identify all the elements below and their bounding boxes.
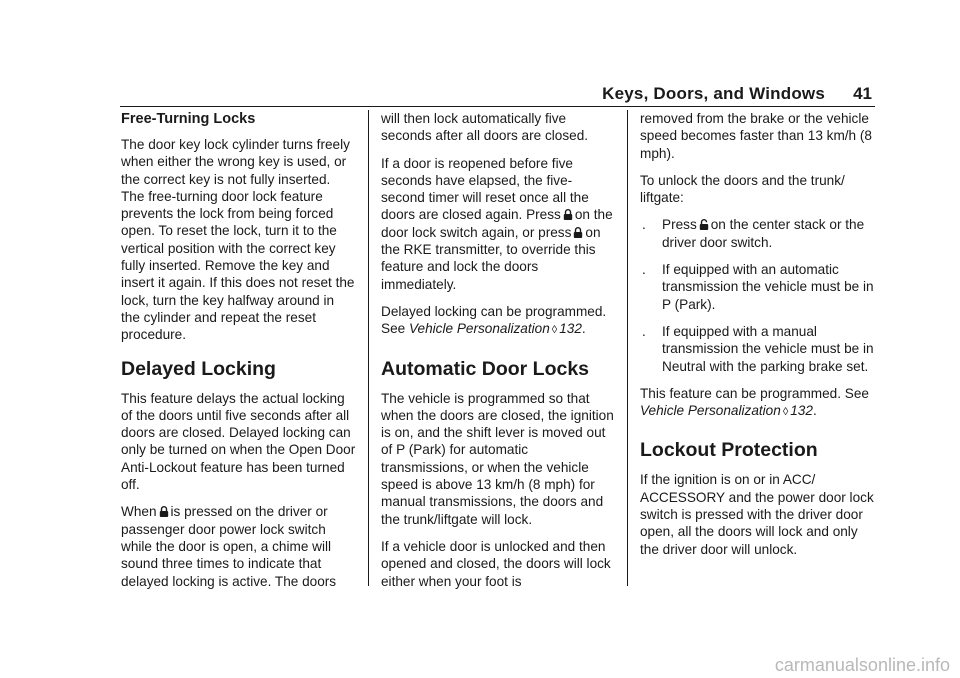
text-fragment: Press — [662, 217, 697, 233]
heading-lockout-protection: Lockout Protection — [640, 439, 818, 462]
paragraph-lockout: If the ignition is on or in ACC/ ACCESSORY and the power door lock switch is pressed with the driver door open, all the doors will lock and only the driver door will unlock. — [640, 472, 874, 557]
paragraph-reopened — [381, 155, 616, 293]
text-fragment: Delayed locking can be programmed. See — [381, 303, 607, 337]
column-1 — [121, 110, 356, 600]
text-fragment: If equipped with an automatic transmission the vehicle must be in P (Park). — [662, 262, 874, 312]
page-number: 41 — [853, 84, 872, 103]
paragraph-when-pressed — [121, 503, 356, 589]
paragraph-unlock: To unlock the doors and the trunk/ liftgate: — [640, 172, 845, 206]
text-fragment: If a door is reopened before five seconds have elapsed, the five-second timer will reset once all the doors are closed again. Press — [381, 155, 589, 223]
text-fragment: When — [121, 504, 157, 520]
text-fragment: This feature can be programmed. See — [640, 385, 869, 401]
paragraph-programmable: Delayed locking can be programmed. See Vehicle Personalization ◊ 132. — [381, 303, 607, 337]
column-3 — [640, 110, 875, 568]
bullet-list — [640, 216, 875, 374]
text-fragment: on the RKE transmitter, to override this feature and lock the doors immediately. — [381, 224, 601, 292]
paragraph-continued: will then lock automatically five seconds after all doors are closed. — [381, 111, 589, 144]
list-item — [640, 323, 875, 375]
column-divider-2 — [627, 110, 628, 586]
unlock-icon — [699, 219, 709, 230]
lock-icon — [573, 227, 583, 238]
cross-reference-link[interactable]: Vehicle Personalization — [640, 403, 781, 419]
bullet-mark: . — [642, 323, 646, 339]
bullet-mark: . — [642, 262, 646, 278]
heading-automatic-door-locks: Automatic Door Locks — [381, 357, 590, 380]
text-fragment: on the center stack or the driver door switch. — [662, 217, 865, 250]
text-fragment: If equipped with a manual transmission the vehicle must be in Neutral with the parking brake set. — [662, 323, 874, 374]
lock-icon — [563, 209, 573, 220]
paragraph-auto-2: If a vehicle door is unlocked and then opened and closed, the doors will lock either when your foot is — [381, 538, 611, 589]
page-ref-arrow-icon: ◊ — [551, 324, 558, 337]
page-header — [0, 84, 960, 108]
cross-reference-link[interactable]: Vehicle Personalization — [408, 321, 550, 337]
watermark: carmanualsonline.info — [774, 655, 950, 675]
column-2 — [381, 110, 616, 600]
header-rule — [120, 106, 875, 107]
page-ref-arrow-icon: ◊ — [782, 406, 789, 419]
heading-free-turning-locks: Free-Turning Locks — [121, 111, 256, 127]
paragraph-programmable: This feature can be programmed. See Vehicle Personalization ◊ 132. — [640, 385, 869, 419]
list-item — [640, 216, 875, 251]
paragraph-auto-1: The vehicle is programmed so that when the doors are closed, the ignition is on, and the shift lever is moved out of P (Park) for automatic transmissions, or when the vehicle speed is above 13 km/h (8 mph) for manual transmissions, the doors and the trunk/liftgate will lock. — [381, 390, 614, 527]
text-fragment: on the door lock switch again, or press — [381, 207, 613, 240]
cross-reference-page[interactable]: 132 — [790, 403, 813, 419]
section-title: Keys, Doors, and Windows — [602, 84, 825, 103]
text-fragment: is pressed on the driver or passenger door power lock switch while the door is open, a chime will sound three times to indicate that delayed locking is active. The doors — [121, 504, 337, 589]
lock-icon — [159, 506, 169, 517]
paragraph-delayed: This feature delays the actual locking of the doors until five seconds after all doors are closed. Delayed locking can only be turned on when the Open Door Anti-Lockout feature has been turned off. — [121, 390, 356, 493]
heading-delayed-locking: Delayed Locking — [121, 357, 276, 380]
paragraph-free-turning: The door key lock cylinder turns freely when either the wrong key is used, or the correct key is not fully inserted. The free-turning door lock feature prevents the lock from being forced open. To reset the lock, turn it to the vertical position with the correct key fully inserted. Remove the key and insert it again. If this does not reset the lock, turn the key halfway around in the cylinder and repeat the reset procedure. — [121, 137, 355, 343]
paragraph-continued: removed from the brake or the vehicle speed becomes faster than 13 km/h (8 mph). — [640, 111, 872, 161]
column-divider-1 — [368, 110, 369, 586]
list-item — [640, 261, 875, 313]
bullet-mark: . — [642, 217, 646, 233]
cross-reference-page[interactable]: 132 — [559, 321, 582, 337]
